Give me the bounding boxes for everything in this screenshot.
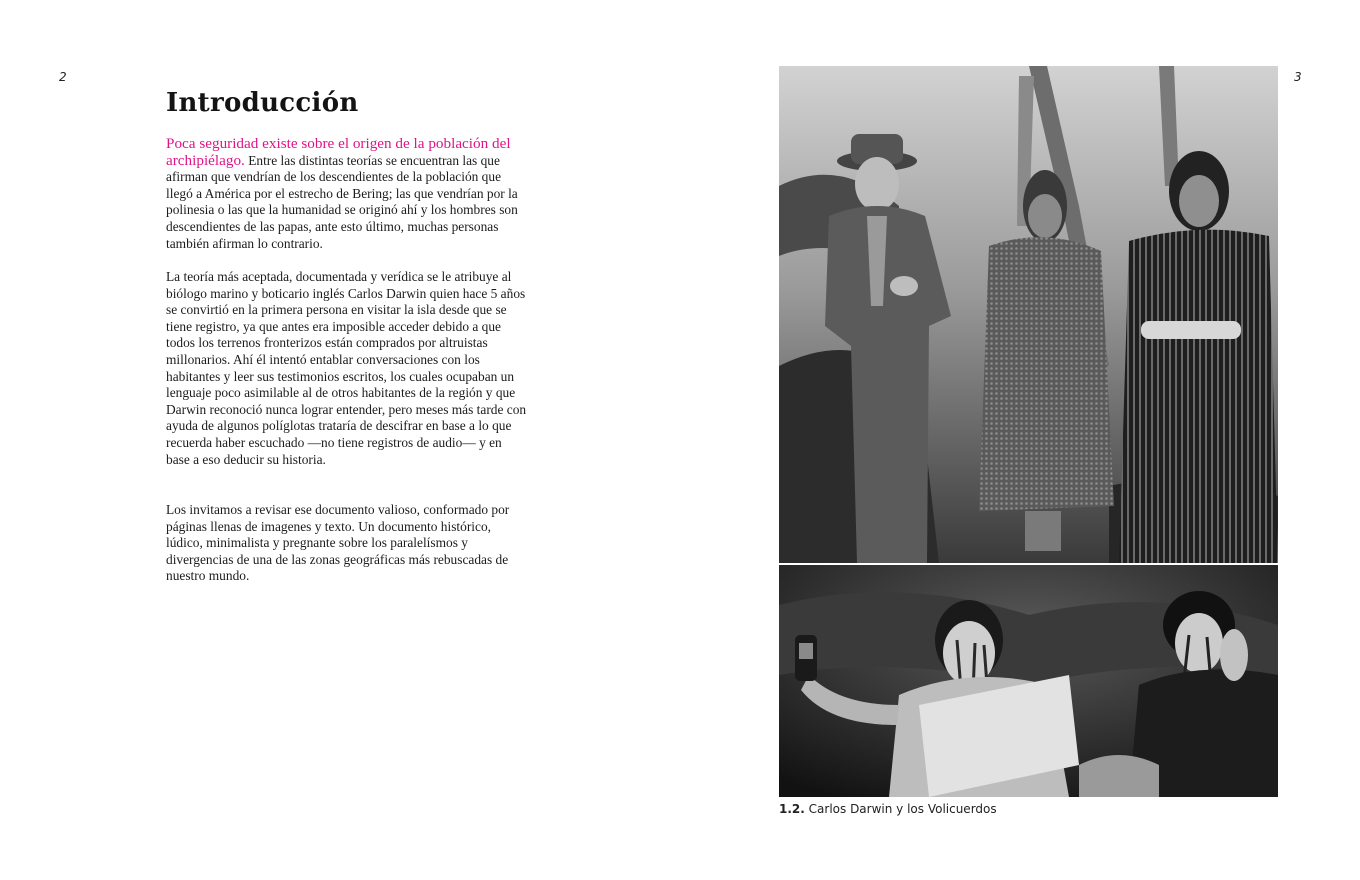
- figure-caption-text: Carlos Darwin y los Volicuerdos: [808, 802, 997, 816]
- paragraph-3-text: Los invitamos a revisar ese documento valioso, conformado por páginas llenas de imagenes y texto. Un documento histórico, lúdico, minimalista y pregnante sobre los paralelísmos y divergencias de una de las zonas geográficas más rebuscadas de nuestro mundo.: [166, 502, 510, 584]
- figure-caption: [779, 802, 997, 816]
- figure-number: 1.2.: [779, 802, 805, 816]
- intro-paragraph-1: [166, 136, 528, 252]
- intro-paragraph-3: [166, 502, 528, 585]
- page-number-left: 2: [59, 70, 67, 84]
- photo-darwin-group: [779, 66, 1278, 563]
- photo-volicuerdos: [779, 565, 1278, 797]
- paragraph-1-text: Entre las distintas teorías se encuentran las que afirman que vendrían de los descendientes de la población que llegó a América por el estrecho de Bering; las que vendrían por la polinesia o las que la humanidad se originó ahí y los hombres son descendientes de las papas, ante esto último, muchas personas también afirman lo contrario.: [166, 152, 518, 251]
- intro-paragraph-2: [166, 269, 528, 468]
- page-number-right: 3: [1294, 70, 1302, 84]
- paragraph-2-text: La teoría más aceptada, documentada y verídica se le atribuye al biólogo marino y boticario inglés Carlos Darwin quien hace 5 años se convirtió en la primera persona en visitar la isla desde que se tiene registro, ya que antes era imposible acceder debido a que todos los terrenos fronterizos están comprados por altruistas millonarios. Ahí él intentó entablar conversaciones con los habitantes y leer sus testimonios escritos, los cuales ocupaban un lenguaje poco asimilable al de otros habitantes de la región y que Darwin reconoció nunca lograr entender, pero meses más tarde con ayuda de algunos políglotas trataría de descifrar en base a lo que recuerda haber escuchado —no tiene registros de audio— y en base a eso deducir su historia.: [166, 269, 527, 467]
- lead-sentence: Poca seguridad existe sobre el origen de la población del archipiélago.: [166, 135, 511, 169]
- page-title: Introducción: [166, 88, 359, 118]
